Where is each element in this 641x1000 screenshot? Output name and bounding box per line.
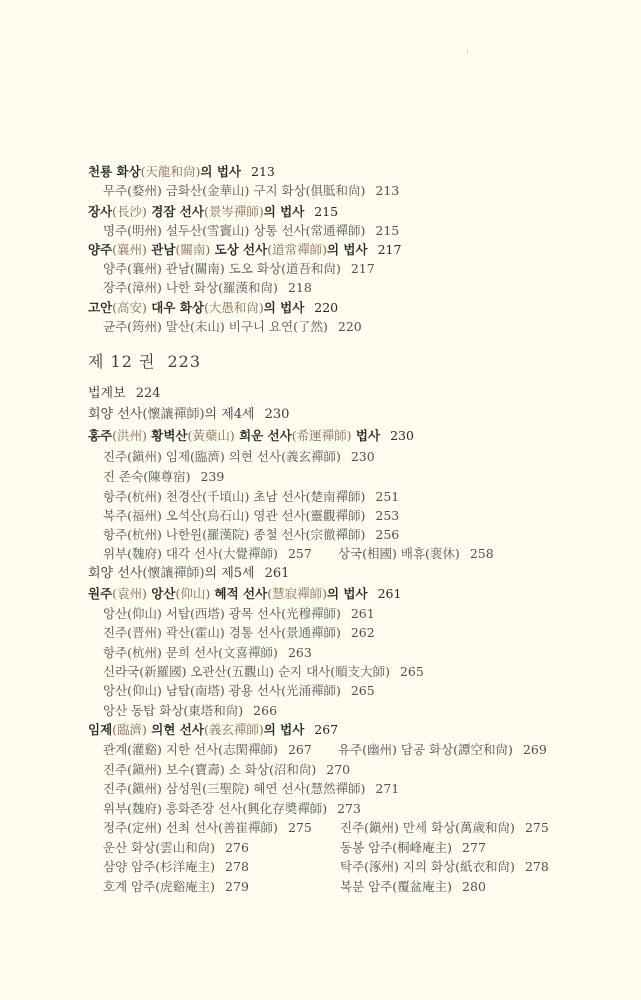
hanja-text: (常通禪師): [305, 223, 366, 238]
page-number: 257: [287, 546, 312, 561]
page-number: 256: [375, 527, 400, 542]
entry-title-text: 회양 선사: [88, 566, 143, 581]
hanja-text: (灌谿): [127, 742, 162, 757]
hanja-text: (金華山): [202, 183, 250, 198]
entry-title-text: 황벽산: [146, 428, 188, 443]
entry-title-text: 임제: [161, 449, 191, 464]
toc-entry[interactable]: [103, 469, 224, 485]
toc-section-heading[interactable]: [88, 242, 401, 258]
page-number: 271: [375, 781, 400, 796]
toc-entry[interactable]: [103, 859, 249, 875]
page-number: 239: [200, 469, 225, 484]
entry-title-text: 홍주: [88, 428, 113, 443]
entry-title-text: 오관산: [186, 664, 227, 679]
hanja-text: (末山): [190, 319, 225, 334]
entry-title-text: 경통 선사: [224, 625, 282, 640]
hanja-text: (覆盆庵主): [392, 879, 453, 894]
entry-title-text: 앙산: [146, 586, 176, 601]
entry-title-text: 도오 화상: [224, 261, 282, 276]
entry-title-text: 남탑: [161, 683, 191, 698]
hanja-text: (楚南禪師): [305, 489, 366, 504]
entry-title-text: 대우 화상: [146, 300, 204, 315]
hanja-text: (西塔): [190, 606, 225, 621]
entry-title-text: 오석산: [161, 508, 203, 523]
toc-entry-right-column[interactable]: [340, 820, 549, 836]
hanja-text: (杭州): [127, 527, 162, 542]
hanja-text: (譚空和尙): [453, 742, 513, 757]
page-number: 217: [377, 242, 402, 257]
hanja-text: (杉洋庵主): [155, 859, 216, 874]
hanja-text: (志閑禪師): [218, 742, 278, 757]
toc-entry[interactable]: [103, 546, 312, 562]
entry-title-text: 나한 화상: [161, 280, 219, 295]
entry-title-text: 금화산: [161, 183, 203, 198]
entry-title-text: 배휴: [396, 546, 426, 561]
hanja-text: (福州): [127, 508, 162, 523]
entry-title-text: 위부: [103, 546, 128, 561]
hanja-text: (仰山): [175, 586, 211, 601]
page-number: 280: [462, 879, 486, 894]
entry-title-text: 담공 화상: [396, 742, 454, 757]
page-number: 253: [375, 508, 400, 523]
hanja-text: (虎谿庵主): [155, 879, 216, 894]
hanja-text: (鎭州): [127, 449, 162, 464]
entry-title-text: 구지 화상: [249, 183, 306, 198]
entry-title-text: 무주: [103, 183, 128, 198]
hanja-text: (景岑禪師): [203, 204, 264, 219]
entry-title-text: 항주: [103, 489, 128, 504]
hanja-text: (襄州): [127, 261, 162, 276]
hanja-text: (筠州): [127, 319, 162, 334]
entry-title-text: 의현 선사: [224, 449, 282, 464]
hanja-text: (懷讓禪師): [142, 407, 205, 422]
entry-title-text: 서탑: [161, 606, 191, 621]
entry-title-text: 앙산: [103, 606, 128, 621]
hanja-text: (雲山和尙): [155, 840, 216, 855]
toc-entry[interactable]: [103, 879, 249, 895]
entry-title-text: 의 법사: [263, 300, 305, 315]
hanja-text: (臨濟): [190, 449, 225, 464]
page-number: 230: [264, 407, 290, 422]
hanja-text: (雪竇山): [202, 223, 250, 238]
entry-title-text: 법사: [351, 428, 381, 443]
page-number: 251: [375, 489, 400, 504]
page-number: 267: [287, 742, 312, 757]
hanja-text: (仰山): [127, 683, 162, 698]
hanja-text: (關南): [190, 261, 225, 276]
entry-title-text: 고안: [88, 300, 113, 315]
hanja-text: (興化存奬禪師): [242, 801, 328, 816]
entry-title-text: 양주: [103, 261, 128, 276]
entry-title-text: 의 법사: [263, 204, 305, 219]
page-number: 278: [524, 859, 549, 874]
entry-title-text: 소 화상: [224, 762, 269, 777]
toc-entry[interactable]: [103, 742, 312, 758]
volume-page-number: 223: [167, 352, 201, 371]
hanja-text: (希運禪師): [291, 428, 352, 443]
toc-entry-right-column[interactable]: [338, 546, 494, 562]
entry-title-text: 천경산: [161, 489, 203, 504]
hanja-text: (洪州): [112, 428, 147, 443]
entry-title-text: 의 법사: [200, 164, 241, 179]
hanja-text: (桐峰庵主): [392, 840, 453, 855]
toc-section-heading[interactable]: [88, 428, 414, 444]
page-number: 275: [524, 820, 549, 835]
entry-title-text: 위부: [103, 801, 128, 816]
hanja-text: (相國): [362, 546, 397, 561]
entry-title-text: 흥화존장 선사: [161, 801, 243, 816]
entry-title-text: 혜적 선사: [210, 586, 268, 601]
hanja-text: (大覺禪師): [218, 546, 278, 561]
hanja-text: (順支大師): [330, 664, 390, 679]
toc-entry[interactable]: [103, 606, 375, 622]
page-number: 263: [287, 645, 312, 660]
hanja-text: (明州): [127, 223, 162, 238]
entry-title-text: 선최 선사: [161, 820, 219, 835]
page-number: 270: [326, 762, 351, 777]
entry-title-text: 보수: [161, 762, 191, 777]
entry-title-text: 삼양 암주: [103, 859, 156, 874]
entry-title-text: 진주: [103, 625, 128, 640]
hanja-text: (三聖院): [202, 781, 250, 796]
toc-entry[interactable]: [103, 840, 249, 856]
page-number: 218: [287, 280, 312, 295]
hanja-text: (道常禪師): [267, 242, 327, 257]
toc-entry-right-column[interactable]: [340, 859, 549, 875]
entry-title-text: 복주: [103, 508, 128, 523]
toc-entry[interactable]: [103, 645, 312, 661]
toc-section-heading[interactable]: [88, 722, 338, 738]
entry-title-text: 말산: [161, 319, 191, 334]
entry-title-text: 진주: [103, 781, 128, 796]
hanja-text: (義玄禪師): [281, 449, 341, 464]
toc-entry[interactable]: [103, 449, 375, 465]
entry-title-text: 균주: [103, 319, 128, 334]
hanja-text: (裵休): [425, 546, 460, 561]
toc-entry-right-column[interactable]: [338, 742, 547, 758]
entry-title-text: 광목 선사: [224, 606, 282, 621]
page-number: 261: [350, 606, 375, 621]
entry-title-text: 설두산: [161, 223, 203, 238]
hanja-text: (光穆禪師): [281, 606, 341, 621]
entry-title-text: 진주: [340, 820, 365, 835]
entry-title-text: 회양 선사: [88, 407, 143, 422]
hanja-text: (羅漢院): [202, 527, 250, 542]
entry-title-text: 만세 화상: [398, 820, 456, 835]
toc-entry[interactable]: [103, 820, 312, 836]
page-number: 265: [399, 664, 424, 679]
hanja-text: (臨濟): [112, 722, 147, 737]
hanja-text: (鎭州): [127, 762, 162, 777]
toc-entry[interactable]: [103, 261, 375, 277]
hanja-text: (涿州): [364, 859, 399, 874]
entry-title-text: 문희 선사: [161, 645, 219, 660]
entry-title-text: 명주: [103, 223, 128, 238]
entry-title-text: 관남: [161, 261, 191, 276]
entry-title-text: 상국: [338, 546, 363, 561]
page-number: 265: [350, 683, 375, 698]
hanja-text: (沼和尙): [269, 762, 317, 777]
entry-title-text: 항주: [103, 645, 128, 660]
hanja-text: (大愚和尙): [203, 300, 264, 315]
toc-entry[interactable]: [103, 703, 277, 719]
toc-group-heading[interactable]: [88, 386, 161, 402]
page-number: 213: [375, 183, 400, 198]
entry-title-text: 의 법사: [263, 722, 305, 737]
entry-title-text: 상통 선사: [249, 223, 306, 238]
entry-title-text: 정주: [103, 820, 128, 835]
entry-title-text: 앙산 동탑 화상: [103, 703, 184, 718]
entry-title-text: 운산 화상: [103, 840, 156, 855]
entry-title-text: 법계보: [88, 386, 126, 401]
hanja-text: (婺州): [127, 183, 162, 198]
toc-entry[interactable]: [103, 801, 361, 817]
entry-title-text: 장주: [103, 280, 128, 295]
toc-section-heading[interactable]: [88, 300, 338, 316]
entry-title-text: 지의 화상: [398, 859, 456, 874]
page-number: 262: [350, 625, 375, 640]
entry-title-text: 순지 대사: [273, 664, 331, 679]
hanja-text: (千頃山): [202, 489, 250, 504]
entry-title-text: 관남: [146, 242, 176, 257]
hanja-text: (魏府): [127, 801, 162, 816]
page-number: 220: [314, 300, 339, 315]
hanja-text: (晋州): [127, 625, 162, 640]
hanja-text: (萬歲和尙): [455, 820, 515, 835]
hanja-text: (定州): [127, 820, 162, 835]
hanja-text: (了然): [293, 319, 328, 334]
hanja-text: (長沙): [112, 204, 147, 219]
entry-title-text: 혜연 선사: [249, 781, 306, 796]
hanja-text: (羅漢和尙): [218, 280, 278, 295]
hanja-text: (關南): [175, 242, 211, 257]
hanja-text: (慧然禪師): [305, 781, 366, 796]
page-number: 266: [253, 703, 278, 718]
entry-title-text: 관계: [103, 742, 128, 757]
toc-section-heading[interactable]: [88, 164, 275, 180]
volume-label: 제 12 권: [88, 352, 156, 371]
entry-title-text: 도상 선사: [210, 242, 268, 257]
toc-entry[interactable]: [103, 183, 399, 199]
entry-title-text: 광용 선사: [224, 683, 282, 698]
entry-title-text: 진주: [103, 449, 128, 464]
hanja-text: (義玄禪師): [203, 722, 264, 737]
hanja-text: (魏府): [127, 546, 162, 561]
hanja-text: (紙衣和尙): [455, 859, 515, 874]
entry-title-text: 항주: [103, 527, 128, 542]
hanja-text: (仰山): [127, 606, 162, 621]
hanja-text: (鎭州): [127, 781, 162, 796]
toc-section-heading[interactable]: [88, 204, 338, 220]
entry-title-text: 진주: [103, 762, 128, 777]
entry-title-text: 삼성원: [161, 781, 203, 796]
entry-title-text: 의 법사: [326, 586, 368, 601]
hanja-text: (道吾和尙): [281, 261, 341, 276]
entry-title-text: 희운 선사: [234, 428, 292, 443]
entry-title-text: 양주: [88, 242, 113, 257]
page-number: 273: [337, 801, 361, 816]
entry-title-text: 대각 선사: [161, 546, 219, 561]
page-number: 276: [225, 840, 249, 855]
hanja-text: (漳州): [127, 280, 162, 295]
entry-title-text: 장사: [88, 204, 113, 219]
page-number: 224: [135, 386, 161, 401]
hanja-text: (寶壽): [190, 762, 225, 777]
hanja-text: (俱胝和尙): [305, 183, 366, 198]
toc-entry[interactable]: [103, 508, 399, 524]
entry-title-text: 신라국: [103, 664, 140, 679]
page-number: 230: [390, 428, 414, 443]
hanja-text: (宗徹禪師): [305, 527, 366, 542]
hanja-text: (袁州): [112, 586, 147, 601]
entry-title-text: 지한 선사: [161, 742, 219, 757]
hanja-text: (光涌禪師): [281, 683, 341, 698]
page-number: 261: [377, 586, 402, 601]
hanja-text: (陳尊宿): [143, 469, 191, 484]
entry-title-text: 의 제4세: [204, 407, 255, 422]
hanja-text: (天龍和尙): [140, 164, 201, 179]
entry-title-text: 호계 암주: [103, 879, 156, 894]
entry-title-text: 곽산: [161, 625, 191, 640]
toc-entry[interactable]: [103, 527, 399, 543]
hanja-text: (文喜禪師): [218, 645, 278, 660]
page-number: 277: [462, 840, 486, 855]
entry-title-text: 비구니 요연: [224, 319, 294, 334]
toc-entry-right-column[interactable]: [340, 879, 486, 895]
page-number: 220: [337, 319, 362, 334]
toc-entry[interactable]: [103, 223, 399, 239]
hanja-text: (杭州): [127, 645, 162, 660]
entry-title-text: 복분 암주: [340, 879, 393, 894]
volume-heading: [88, 354, 201, 370]
page-number: 275: [287, 820, 312, 835]
hanja-text: (幽州): [362, 742, 397, 757]
toc-entry[interactable]: [103, 489, 399, 505]
hanja-text: (懷讓禪師): [142, 566, 205, 581]
toc-entry[interactable]: [103, 625, 375, 641]
hanja-text: (襄州): [112, 242, 147, 257]
page-number: 215: [375, 223, 400, 238]
hanja-text: (烏石山): [202, 508, 250, 523]
toc-entry-right-column[interactable]: [340, 840, 486, 856]
toc-entry[interactable]: [103, 319, 362, 335]
hanja-text: (善崔禪師): [218, 820, 278, 835]
page-speck: [467, 50, 468, 53]
entry-title-text: 영관 선사: [249, 508, 306, 523]
hanja-text: (霍山): [190, 625, 225, 640]
entry-title-text: 나한원: [161, 527, 203, 542]
hanja-text: (黃蘗山): [187, 428, 235, 443]
toc-group-heading[interactable]: [88, 407, 289, 423]
page-number: 258: [469, 546, 494, 561]
entry-title-text: 동봉 암주: [340, 840, 393, 855]
page-number: 261: [264, 566, 290, 581]
entry-title-text: 경잠 선사: [146, 204, 204, 219]
entry-title-text: 종철 선사: [249, 527, 306, 542]
hanja-text: (南塔): [190, 683, 225, 698]
toc-entry[interactable]: [103, 664, 424, 680]
page-number: 213: [251, 164, 275, 179]
entry-title-text: 천룡 화상: [88, 164, 141, 179]
page-number: 269: [522, 742, 547, 757]
page-number: 279: [225, 879, 249, 894]
entry-title-text: 원주: [88, 586, 113, 601]
page-number: 230: [350, 449, 375, 464]
toc-group-heading[interactable]: [88, 566, 289, 582]
hanja-text: (新羅國): [139, 664, 187, 679]
page-number: 215: [314, 204, 339, 219]
hanja-text: (五觀山): [226, 664, 274, 679]
toc-entry[interactable]: [103, 683, 375, 699]
hanja-text: (高安): [112, 300, 147, 315]
hanja-text: (鎭州): [364, 820, 399, 835]
toc-entry[interactable]: [103, 762, 350, 778]
hanja-text: (慧寂禪師): [267, 586, 327, 601]
entry-title-text: 의 제5세: [204, 566, 255, 581]
entry-title-text: 탁주: [340, 859, 365, 874]
entry-title-text: 초남 선사: [249, 489, 306, 504]
entry-title-text: 유주: [338, 742, 363, 757]
hanja-text: (杭州): [127, 489, 162, 504]
toc-section-heading[interactable]: [88, 586, 401, 602]
page-number: 278: [225, 859, 249, 874]
entry-title-text: 진 존숙: [103, 469, 144, 484]
entry-title-text: 임제: [88, 722, 113, 737]
hanja-text: (靈觀禪師): [305, 508, 366, 523]
entry-title-text: 앙산: [103, 683, 128, 698]
entry-title-text: 의 법사: [326, 242, 368, 257]
entry-title-text: 의현 선사: [146, 722, 204, 737]
toc-entry[interactable]: [103, 280, 312, 296]
hanja-text: (東塔和尙): [183, 703, 244, 718]
page-number: 267: [314, 722, 339, 737]
hanja-text: (景通禪師): [281, 625, 341, 640]
toc-entry[interactable]: [103, 781, 399, 797]
page-number: 217: [350, 261, 375, 276]
